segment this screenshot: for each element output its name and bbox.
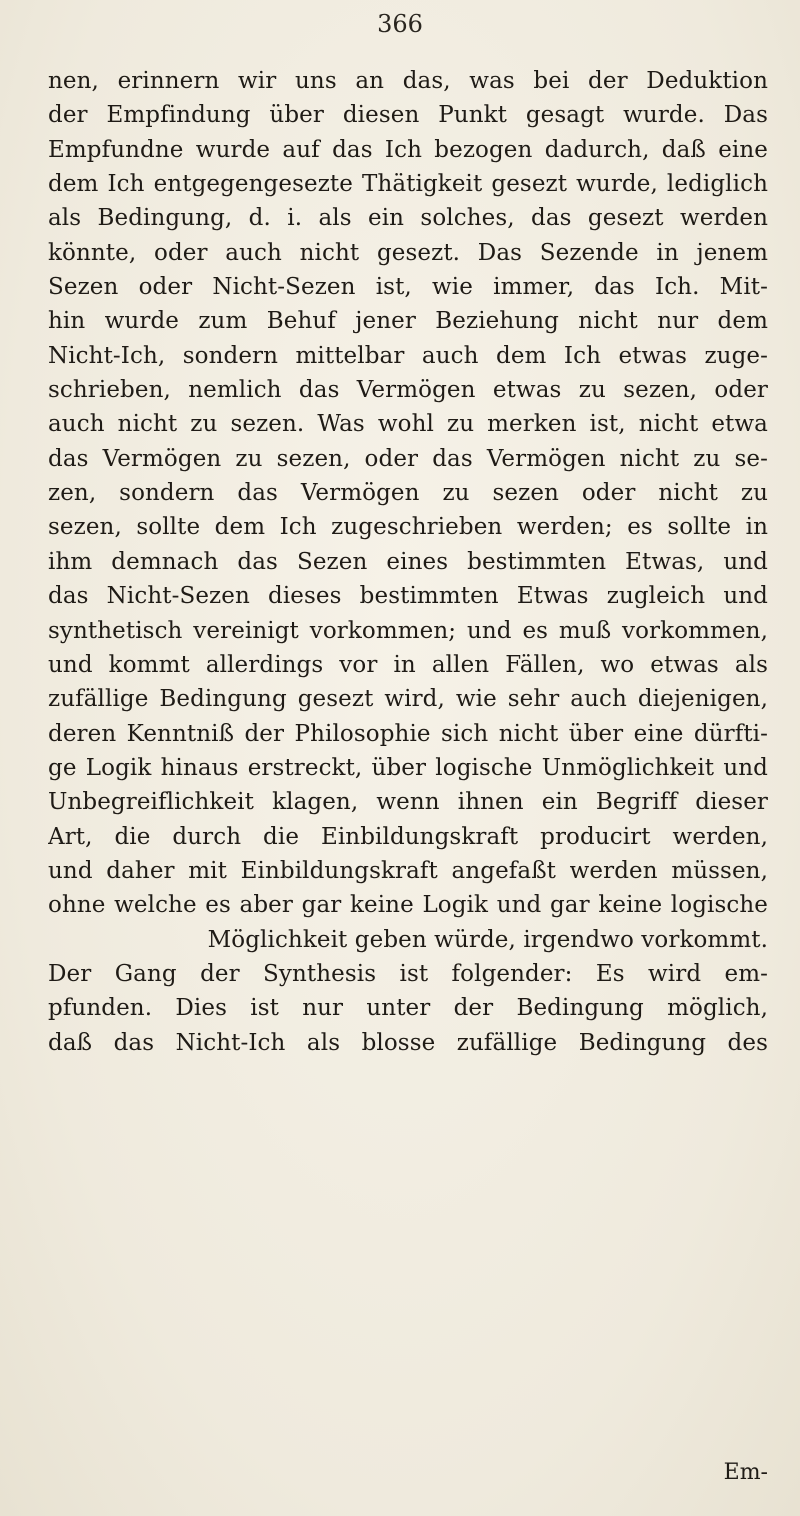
text-line: und daher mit Einbildungskraft angefaßt werden müssen, xyxy=(48,857,768,884)
text-line: nen, erinnern wir uns an das, was bei der Deduktion xyxy=(48,68,768,94)
text-line: Der Gang der Synthesis ist folgender: Es wird em- xyxy=(48,960,768,987)
text-line: pfunden. Dies ist nur unter der Bedingung möglich, xyxy=(48,995,768,1022)
text-line: Empfundne wurde auf das Ich bezogen dadurch, daß eine xyxy=(48,136,768,163)
text-line: hin wurde zum Behuf jener Beziehung nicht nur dem xyxy=(48,308,768,335)
text-line: daß das Nicht-Ich als blosse zufällige Bedingung des xyxy=(48,1029,768,1056)
body-text xyxy=(48,64,768,1060)
text-line: Sezen oder Nicht-Sezen ist, wie immer, das Ich. Mit- xyxy=(48,274,768,301)
text-line: Möglichkeit geben würde, irgendwo vorkommt. xyxy=(207,926,768,953)
text-line: sezen, sollte dem Ich zugeschrieben werden; es sollte in xyxy=(48,514,768,541)
text-line: zufällige Bedingung gesezt wird, wie sehr auch diejenigen, xyxy=(48,686,768,713)
text-line: ihm demnach das Sezen eines bestimmten Etwas, und xyxy=(48,548,768,575)
text-line: ohne welche es aber gar keine Logik und gar keine logische xyxy=(48,892,768,919)
text-line: auch nicht zu sezen. Was wohl zu merken ist, nicht etwa xyxy=(48,411,768,438)
page-number: 366 xyxy=(377,10,423,38)
text-line: Art, die durch die Einbildungskraft producirt werden, xyxy=(48,823,768,850)
text-line: deren Kenntniß der Philosophie sich nicht über eine dürfti- xyxy=(48,720,768,747)
text-line: Nicht-Ich, sondern mittelbar auch dem Ich etwas zuge- xyxy=(48,342,768,369)
text-line: und kommt allerdings vor in allen Fällen, wo etwas als xyxy=(48,651,768,678)
text-line: Unbegreiflichkeit klagen, wenn ihnen ein Begriff dieser xyxy=(48,789,768,816)
text-line: als Bedingung, d. i. als ein solches, das gesezt werden xyxy=(48,205,768,232)
catchword: Em- xyxy=(723,1460,768,1485)
text-line: schrieben, nemlich das Vermögen etwas zu sezen, oder xyxy=(48,377,768,404)
text-line: der Empfindung über diesen Punkt gesagt wurde. Das xyxy=(48,102,768,129)
text-line: synthetisch vereinigt vorkommen; und es muß vorkommen, xyxy=(48,617,768,644)
text-line: das Vermögen zu sezen, oder das Vermögen nicht zu se- xyxy=(48,445,768,472)
text-line: ge Logik hinaus erstreckt, über logische Unmöglichkeit und xyxy=(48,754,768,781)
text-line: dem Ich entgegengesezte Thätigkeit gesezt wurde, lediglich xyxy=(48,171,768,198)
text-line: das Nicht-Sezen dieses bestimmten Etwas zugleich und xyxy=(48,583,768,610)
text-line: zen, sondern das Vermögen zu sezen oder nicht zu xyxy=(48,480,768,507)
text-line: könnte, oder auch nicht gesezt. Das Sezende in jenem xyxy=(48,239,768,266)
